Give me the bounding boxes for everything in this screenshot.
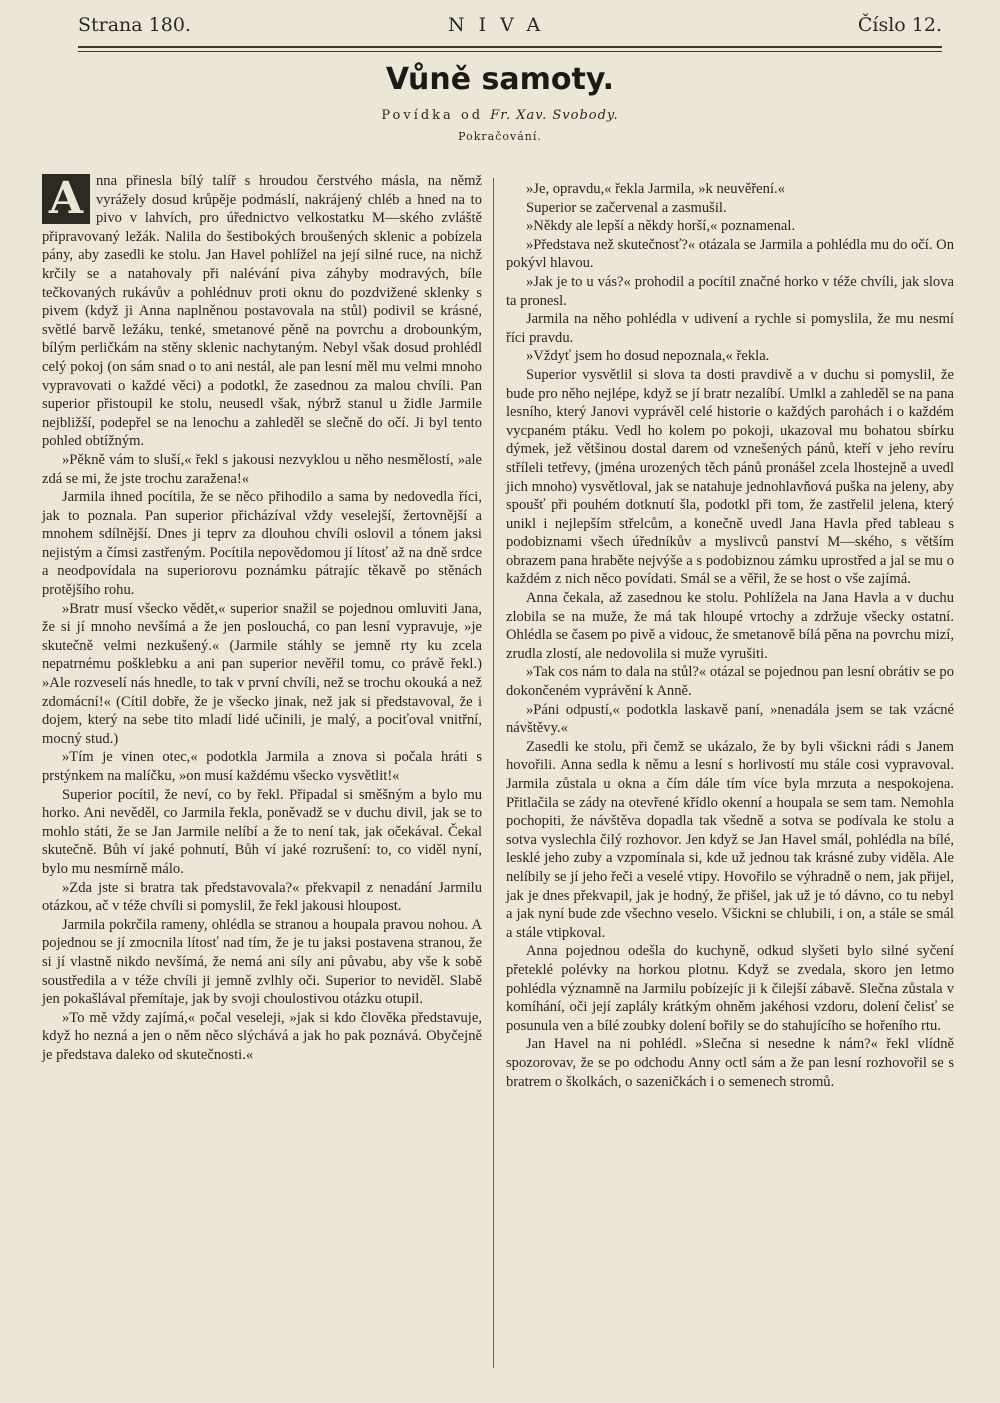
paragraph: »Tak cos nám to dala na stůl?« otázal se pojednou pan lesní obrátiv se po dokončeném vyprávění k Anně. — [506, 664, 954, 700]
paragraph: »Představa než skutečnosť?« otázala se Jarmila a pohlédla mu do očí. On pokývl hlavou. — [506, 236, 954, 272]
page-header — [78, 14, 942, 46]
continued-note: Pokračování. — [458, 130, 542, 143]
drop-cap: A — [42, 174, 90, 224]
paragraph: »Vždyť jsem ho dosud nepoznala,« řekla. — [526, 348, 770, 365]
paragraph: »Bratr musí všecko vědět,« superior snažil se pojednou omluviti Jana, že si jí mnoho nevšímá a že jen poslouchá, co pan lesní vypravuje, »je skutečně velmi nezkušený.« (Jarmile stáhly se jemně rty ku zcela nepatrnému pošklebku a ani pan superior nevěřil tomu, co právě řekl.) »Ale rozveselí nás hnedle, to tak v první chvíli, než se trochu okouká a než zdomácní!« (Cítil dobře, že je všecko jinak, než jak si představoval, že i dojem, který na sebe tito mladí lidé učinili, je malý, a pociťoval vnitřní, mocný stud.) — [42, 600, 482, 747]
author-name: Fr. Xav. Svobody. — [490, 108, 619, 123]
paragraph: Jarmila na něho pohlédla v udivení a rychle si pomyslila, že mu nesmí říci pravdu. — [506, 311, 954, 346]
paragraph: Superior se začervenal a zasmušil. — [526, 199, 727, 216]
paragraph: »Zda jste si bratra tak představovala?« překvapil z nenadání Jarmilu otázkou, ač v téže chvíli si pomyslil, že řekl jakousi hloupost. — [42, 879, 482, 915]
paragraph: »Páni odpustí,« podotkla laskavě paní, »nenadála jsem se tak vzácné návštěvy.« — [506, 701, 954, 737]
page-number: Strana 180. — [78, 14, 191, 36]
journal-name: NIVA — [448, 14, 555, 36]
paragraph: »Jak je to u vás?« prohodil a pocítil značné horko v téže chvíli, jak slova ta pronesl. — [506, 273, 954, 309]
paragraph: »Pěkně vám to sluší,« řekl s jakousi nezvyklou u něho nesmělostí, »ale zdá se mi, že jste trochu zaražena!« — [42, 451, 482, 487]
paragraph: Jarmila pokrčila rameny, ohlédla se stranou a houpala pravou nohou. A pojednou se jí zmocnila lítosť nad tím, že je tu jaksi postavena stranou, že si jí vlastně nikdo nevšímá, že nemá ani síly ani půvabu, aby vše k sobě soustředila a v téže chvíli ji jemně zvlhly oči. Superior to neviděl. Slabě jen pokašlával přemítaje, jak by svoji choulostivou otázku otupil. — [42, 916, 482, 1008]
paragraph: Jan Havel na ni pohlédl. »Slečna si nesedne k nám?« řekl vlídně spozorovav, že se po odchodu Anny octl sám a že pan lesní rozhovořil se s bratrem o školkách, o sazeničkách i o semenech stromů. — [506, 1036, 954, 1090]
paragraph: »Je, opravdu,« řekla Jarmila, »k neuvěření.« — [526, 181, 785, 197]
paragraph: Superior vysvětlil si slova ta dosti pravdivě a v duchu si pomyslil, že bude pro něho nejlépe, když se jí bratr nezalíbí. Umlkl a zahleděl se na pana lesního, který Janovi vyprávěl celé historie o každých parohách i o každém vycpaném ptáku. Vedl ho kolem po pokoji, ukazoval mu bohatou sbírku dýmek, jež většinou dostal darem od vznešených pánů, kteří v jeho revíru stříleli tetřevy, (jména urozených těch pánů pronášel zcela lhostejně a uvedl jich mnoho) vysvětloval, jak se natahuje jednohlavňová puška na jeleny, aby spoušť při pouhém dotknutí šla, podotkl při tom, že zastřelil jelena, který unikl i nejlepším střelcům, a konečně uvedl Jana Havla před tableau s podobiznami všech úředníkův a myslivců panství M—ského, s větším obrazem pana hraběte nejvýše a s podobiznou zámku uprostřed a jal se mu o každém z nich něco povídati. Smál se a věřil, že se host o vše zajímá. — [506, 366, 954, 588]
article-subtitle — [0, 108, 1000, 123]
paragraph: Jarmila ihned pocítila, že se něco přihodilo a sama by nedovedla říci, jak to poznala. Pan superior přicházíval vždy veselejší, žertovnější a mnohem sdílnější. Dnes ji teprv za dlouhou chvíli oslovil a tónem jaksi nejistým a čímsi zastřeným. Pocítila nepovědomou jí lítosť až na dně srdce a neodpovídala na superiorovu poznámku pátrajíc těkavě po stěnách protějšího rohu. — [42, 489, 482, 599]
paragraph: »Tím je vinen otec,« podotkla Jarmila a znova si počala hráti s prstýnkem na malíčku, »on musí každému všecko vysvětlit!« — [42, 749, 482, 784]
issue-number: Číslo 12. — [857, 14, 942, 36]
paragraph: Anna pojednou odešla do kuchyně, odkud slyšeti bylo silné syčení přeteklé polévky na horkou plotnu. Když se zvedala, skoro jen letmo pohlédla významně na Jarmilu pobízejíc ji k čilejší zábavě. Slečna zůstala v komíhání, oči její zaplály krátkým ohněm jakéhosi vzdoru, dolení čelisť se posunula ven a bílé zoubky dolení bořily se do stahujícího se hořeního rtu. — [506, 943, 954, 1034]
header-rule — [78, 46, 942, 48]
subtitle-prefix: Povídka od — [381, 108, 484, 123]
paragraph: Anna čekala, až zasednou ke stolu. Pohlížela na Jana Havla a v duchu zlobila se na muže, že má tak hloupé vrtochy a zdržuje všecky ostatní. Ohlédla se časem po pivě a vidouc, že smetanově bílá pěna na povrchu mizí, zrudla zlostí, ale nedovolila si muže vyrušiti. — [506, 590, 954, 662]
right-column — [506, 180, 954, 1091]
paragraph: »To mě vždy zajímá,« počal veseleji, »jak si kdo člověka představuje, když ho nezná a jen o něm něco slýchává a jak ho pak poznává. Obyčejně je představa daleko od skutečnosti.« — [42, 1009, 482, 1063]
column-divider — [493, 178, 494, 1368]
header-rule-thin — [78, 51, 942, 52]
paragraph: A nna přinesla bílý talíř s hroudou čerstvého másla, na němž vyrážely dosud krůpěje podmáslí, nakrájený chléb a hned na to pivo v lahvích, pro úřednictvo velkostatku M—ského zvláště připravovaný ležák. Nalila do šestibokých broušených sklenic a pobízela pány, aby zasedli ke stolu. Jan Havel pohlížel na její silné ruce, na nichž krčily se a natahovaly při nalévání piva záhyby modravých, bíle tečkovaných rukávův a pohlédnuv proti oknu do pozdvižené sklenky s pivem (když ji Anna naplněnou postavovala na stůl) podivil se krásné, světlé barvě ležáku, tenké, smetanové pěně na povrchu a drobounkým, bílým perličkám na stěny sklenic nachytaným. Nebyl však dosud prohlédl celý pokoj (on sám snad o to ani nestál, ale pan lesní měl mu velmi mnoho vypravovati o každé věci) a podotkl, že zasednou za malou chvíli. Pan superior přistoupil ke stolu, neusedl však, nýbrž stanul u židle Jarmile nejbližší, podepřel se na lenochu a zahleděl se slečně do očí. Ji byl tento pohled obtížným. — [42, 173, 482, 450]
left-column — [42, 172, 482, 1065]
article-title: Vůně samoty. — [385, 62, 615, 97]
paragraph: Superior pocítil, že neví, co by řekl. Připadal si směšným a bylo mu horko. Ani nevěděl, co Jarmila řekla, poněvadž se v duchu divil, jak se to mohlo státi, že se Jan Jarmile nelíbí a že to není tak, jak očekával. Čekal skutečně. Bůh ví jaké pohnutí, Bůh ví jaké rozrušení: to, co viděl nyní, bylo mu nesmírně málo. — [42, 786, 482, 877]
paragraph: »Někdy ale lepší a někdy horší,« poznamenal. — [526, 218, 796, 235]
paragraph: Zasedli ke stolu, při čemž se ukázalo, že by byli všickni rádi s Janem hovořili. Anna sedla k němu a lesní s horlivostí mu stále cosi vypravoval. Jarmila zůstala u okna a čím dále tím více byla mrzuta a nespokojena. Přitlačila se zády na otevřené křídlo okenní a houpala se sem tam. Nemohla pochopiti, že návštěva dopadla tak všedně a sotva se podívala ke stolu a sotva vyslechla čilý rozhovor. Jen když se Jan Havel smál, pohlédla na bílé, lesklé jeho zuby a vzpomínala si, kde už jednou tak krásné zuby viděla. Ale nelíbily se jí jeho řeči a veselé vtipy. Hovořilo se výhradně o nem, jak přijel, jak je dnes překvapil, jak je hodný, že přišel, jak už je tó dávno, co tu nebyl a jak nyní bude zde všechno veselo. Všickni se chlubili, i on, a stále se smál a stále vtipkoval. — [506, 738, 954, 941]
